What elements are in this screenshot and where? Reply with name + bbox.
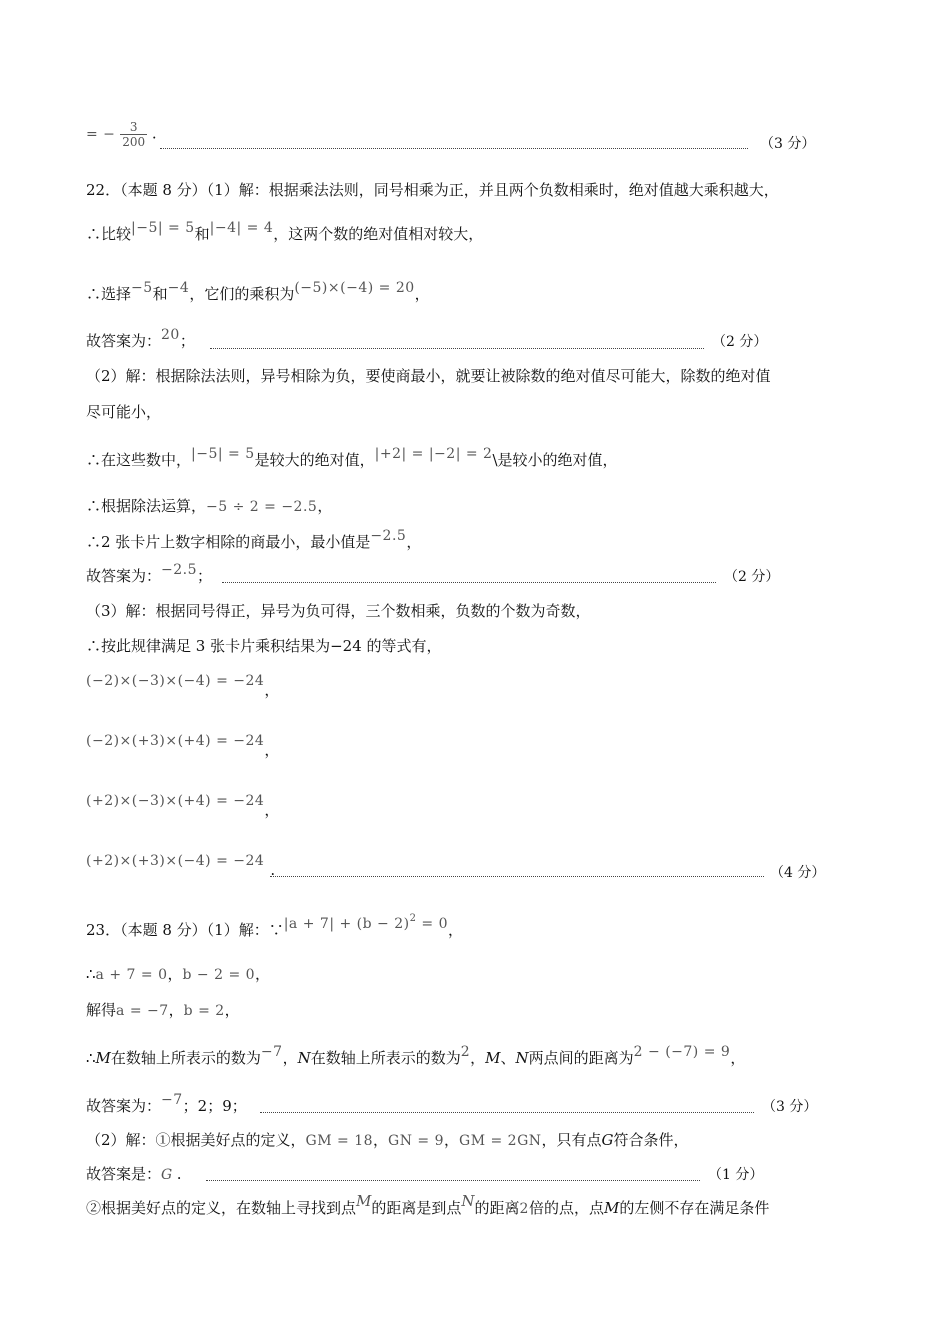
math-prefix: = − [86,126,116,143]
math: |−5| = 5 [191,446,255,462]
math: 2 [460,1044,471,1060]
text: ， [448,921,464,939]
dotted-leader [206,1180,700,1181]
q22-part2-text-cont: 尽可能小， [86,403,162,421]
q22-rule-text: ∴按此规律满足 3 张卡片乘积结果为−24 的等式有， [86,637,442,655]
q22-part3-text: （3）解：根据同号得正，异号为负可得，三个数相乘，负数的个数为奇数， [86,602,591,620]
math: |−4| = 4 [209,220,274,236]
math-var: N [297,1049,311,1067]
math: |−5| = 5 [131,220,195,236]
math-var: N [461,1192,475,1210]
q23-part2-line [86,1130,689,1151]
text: ； [197,567,213,585]
q23-part2-2-line [86,1192,770,1219]
q22-heading: 22．（本题 8 分）（1）解：根据乘法法则，同号相乘为正，并且两个负数相乘时，绝对值越大乘积越大， [86,181,779,199]
dotted-leader [222,582,716,583]
text: 故答案为： [86,332,162,350]
math-var: N [515,1049,529,1067]
math: GN = 9 [388,1133,445,1149]
text: ∴在这些数中， [86,451,192,469]
text: ， [444,1131,460,1149]
text: ， [167,965,183,983]
text: 符合条件， [613,1131,689,1149]
text: 故答案为： [86,567,162,585]
text: ②根据美好点的定义，在数轴上寻找到点 [86,1199,357,1217]
text: 在数轴上所表示的数为 [110,1049,261,1067]
text: ， [282,1049,298,1067]
score-label: （3 分） [762,1099,818,1115]
math: |+2| = |−2| = 2 [374,446,493,462]
text: ∴ [86,965,96,983]
text: 的距离 [474,1199,520,1217]
q23-line-solve [86,1000,240,1021]
fraction-result-line [86,120,157,149]
math: GM = 2GN [459,1133,542,1149]
math: −2.5 [161,562,198,578]
q23-line-eq [86,964,270,985]
text: ，它们的乘积为 [189,285,295,303]
text: 是较大的绝对值， [254,451,375,469]
text: 和 [152,285,168,303]
text: ，只有点 [541,1131,602,1149]
math: −5 ÷ 2 = −2.5 [206,499,318,515]
math: −7 [161,1092,183,1108]
math: 20 [161,327,180,343]
text: ， [414,285,430,303]
q22-line-abs [86,446,618,471]
dotted-leader [160,148,748,149]
text: 故答案是： [86,1165,162,1183]
math-equation: (−2)×(+3)×(+4) = −24 [86,733,265,749]
text: 两点间的距离为 [528,1049,634,1067]
math-var: G [601,1131,614,1149]
score-label: （2 分） [724,569,780,585]
q23-heading [86,913,464,943]
math: −4 [167,280,190,296]
text: 和 [194,225,210,243]
q22-eq2 [86,730,280,759]
math-var: M [356,1192,372,1210]
text: ， [255,965,271,983]
q22-line-div [86,496,332,517]
text: 故答案为： [86,1097,162,1115]
math: |a + 7| + (b − 2) [283,916,410,932]
math-equation: (+2)×(+3)×(−4) = −24 [86,853,265,869]
dotted-leader [210,348,704,349]
dotted-leader [260,1112,754,1113]
math: b = 2 [183,1003,225,1019]
q22-answer-2 [86,562,213,587]
q23-answer-1 [86,1092,247,1117]
period: . [151,124,157,143]
q22-eq3 [86,790,280,819]
text: ， [168,1001,184,1019]
text: . [270,861,276,879]
math: 2 − (−7) = 9 [633,1044,731,1060]
text: ∴选择 [86,285,132,303]
math-equation: (−2)×(−3)×(−4) = −24 [86,673,265,689]
fraction-denominator: 200 [122,135,146,149]
math-equation: (+2)×(−3)×(+4) = −24 [86,793,265,809]
text: . [176,1165,182,1183]
math: 2 [519,1201,529,1217]
score-label: （4 分） [770,865,826,881]
text: ∴比较 [86,225,132,243]
text: ， [264,801,280,819]
q22-eq4 [86,850,276,879]
q23-answer-2 [86,1164,181,1185]
text: （2）解：①根据美好点的定义， [86,1131,306,1149]
text: \是较小的绝对值， [492,451,618,469]
math: b − 2 = 0 [182,967,256,983]
score-label: （3 分） [760,136,816,152]
q22-line-compare [86,220,484,245]
text: 的距离是到点 [371,1199,462,1217]
text: ∴根据除法运算， [86,497,207,515]
math: −2.5 [370,528,407,544]
text: ， [317,497,333,515]
text: ∴ [86,1049,96,1067]
text: ， [373,1131,389,1149]
math: a + 7 = 0 [95,967,168,983]
math: (−5)×(−4) = 20 [294,280,415,296]
math-var: M [485,1049,501,1067]
text: 解得 [86,1001,117,1019]
q22-eq1 [86,670,280,699]
math-var: G [161,1167,173,1183]
q23-line-distance [86,1044,746,1069]
math: −5 [131,280,153,296]
text: ∴2 张卡片上数字相除的商最小，最小值是 [86,533,371,551]
math-var: M [95,1049,111,1067]
score-label: （1 分） [708,1167,764,1183]
text: ， [470,1049,486,1067]
dotted-leader [270,876,764,877]
text: 23．（本题 8 分）（1）解：∵ [86,921,284,939]
text: ， [264,741,280,759]
text: ，这两个数的绝对值相对较大， [273,225,484,243]
math: a = −7 [116,1003,169,1019]
q22-part2-text: （2）解：根据除法法则，异号相除为负，要使商最小，就要让被除数的绝对值尽可能大，除数的绝对值 [86,367,771,385]
q22-line-min [86,528,422,553]
q22-line-select [86,280,430,305]
q22-answer-1 [86,327,195,352]
fraction-numerator: 3 [120,120,147,135]
math: GM = 18 [305,1133,374,1149]
text: 在数轴上所表示的数为 [310,1049,461,1067]
text: ；2；9； [182,1097,247,1115]
text: ， [224,1001,240,1019]
fraction [120,120,147,149]
text: ， [264,681,280,699]
text: ； [179,332,195,350]
score-label: （2 分） [712,334,768,350]
text: ， [406,533,422,551]
text: 、 [500,1049,516,1067]
text: ， [730,1049,746,1067]
math: −7 [260,1044,283,1060]
math-var: M [603,1199,620,1217]
text: 倍的点，点 [528,1199,604,1217]
text: 的左侧不存在满足条件 [619,1199,770,1217]
math-superscript: 2 [409,913,417,924]
math: = 0 [416,916,449,932]
